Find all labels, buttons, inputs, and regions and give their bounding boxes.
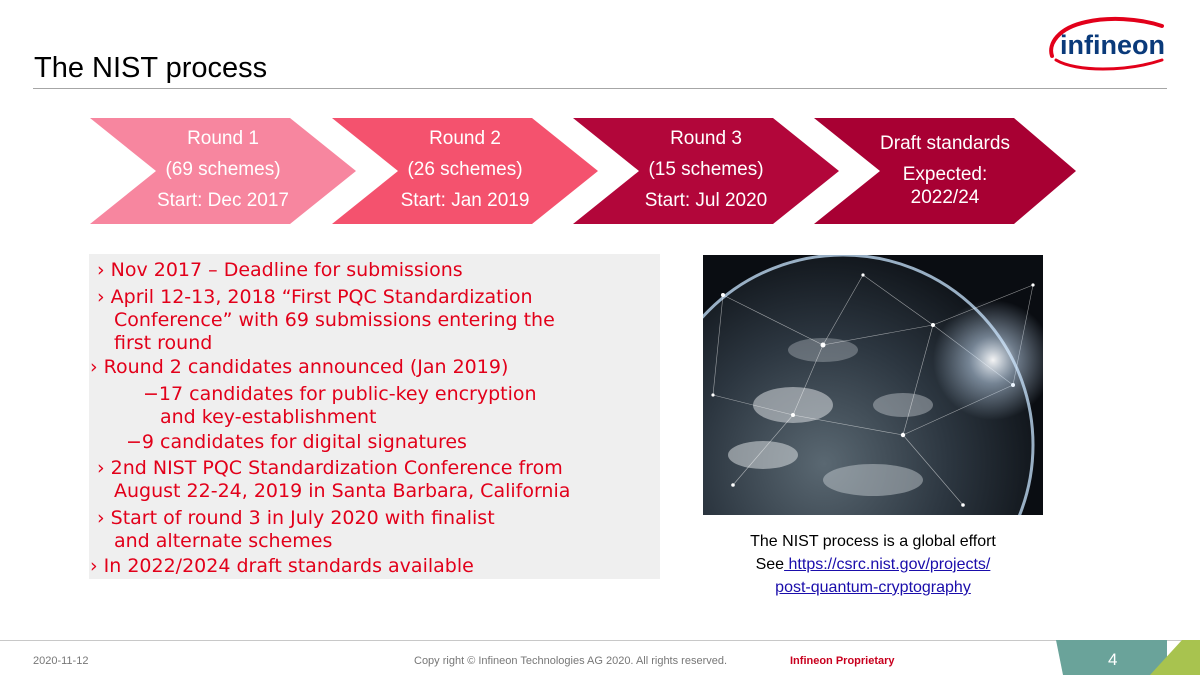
bullet-item: › Start of round 3 in July 2020 with finalist [97, 507, 495, 529]
chevron-round-1 [90, 118, 356, 224]
chevron-draft-expected: Expected: [902, 164, 988, 185]
chevron-round-3 [573, 118, 839, 224]
chevron-round-3-count: (15 schemes) [648, 159, 764, 180]
nist-link-part-2[interactable]: post-quantum-cryptography [775, 579, 971, 596]
svg-text:infineon: infineon [1060, 30, 1165, 60]
chevron-round-1-start: Start: Dec 2017 [156, 190, 290, 211]
chevron-round-2 [332, 118, 598, 224]
chevron-draft-standards [814, 118, 1076, 224]
bullet-item: › In 2022/2024 draft standards available [90, 555, 474, 577]
footer-date: 2020-11-12 [33, 655, 89, 667]
page-number: 4 [1108, 650, 1118, 669]
bullet-item: › April 12-13, 2018 “First PQC Standardization [97, 286, 533, 308]
caption-link-line-2 [703, 579, 1043, 597]
bullet-continuation: Conference” with 69 submissions entering the [114, 309, 555, 331]
bullet-item: › 2nd NIST PQC Standardization Conference from [97, 457, 563, 479]
caption-see-text: See [755, 556, 785, 573]
sub-bullet-item: −17 candidates for public-key encryption [143, 383, 537, 405]
footer-shape [0, 640, 1200, 675]
sub-bullet-item: −9 candidates for digital signatures [126, 431, 467, 453]
bullet-continuation: first round [114, 332, 213, 354]
footer-copyright: Copy right © Infineon Technologies AG 2020. All rights reserved. [414, 655, 728, 667]
chevron-round-3-title: Round 3 [670, 128, 742, 149]
chevron-draft-title: Draft standards [880, 133, 1010, 154]
chevron-round-2-title: Round 2 [429, 128, 501, 149]
chevron-round-1-title: Round 1 [187, 128, 259, 149]
chevron-round-3-start: Start: Jul 2020 [644, 190, 768, 211]
footer-classification: Infineon Proprietary [790, 655, 895, 667]
image-caption: The NIST process is a global effort [750, 533, 996, 550]
title-divider [33, 88, 1167, 89]
infineon-logo [1046, 14, 1168, 72]
bullet-item: › Round 2 candidates announced (Jan 2019) [90, 356, 509, 378]
bullet-continuation: and alternate schemes [114, 530, 333, 552]
bullet-item: › Nov 2017 – Deadline for submissions [97, 259, 463, 281]
nist-link-part-1[interactable]: https://csrc.nist.gov/projects/ [784, 556, 991, 573]
caption-link-line [703, 556, 1043, 574]
chevron-round-2-start: Start: Jan 2019 [400, 190, 530, 211]
chevron-round-2-count: (26 schemes) [407, 159, 523, 180]
bullet-continuation: August 22-24, 2019 in Santa Barbara, California [114, 480, 571, 502]
sub-bullet-continuation: and key-establishment [160, 406, 377, 428]
chevron-draft-year: 2022/24 [910, 187, 980, 208]
chevron-round-1-count: (69 schemes) [165, 159, 281, 180]
earth-network-image [703, 255, 1043, 515]
page-title: The NIST process [34, 52, 268, 84]
